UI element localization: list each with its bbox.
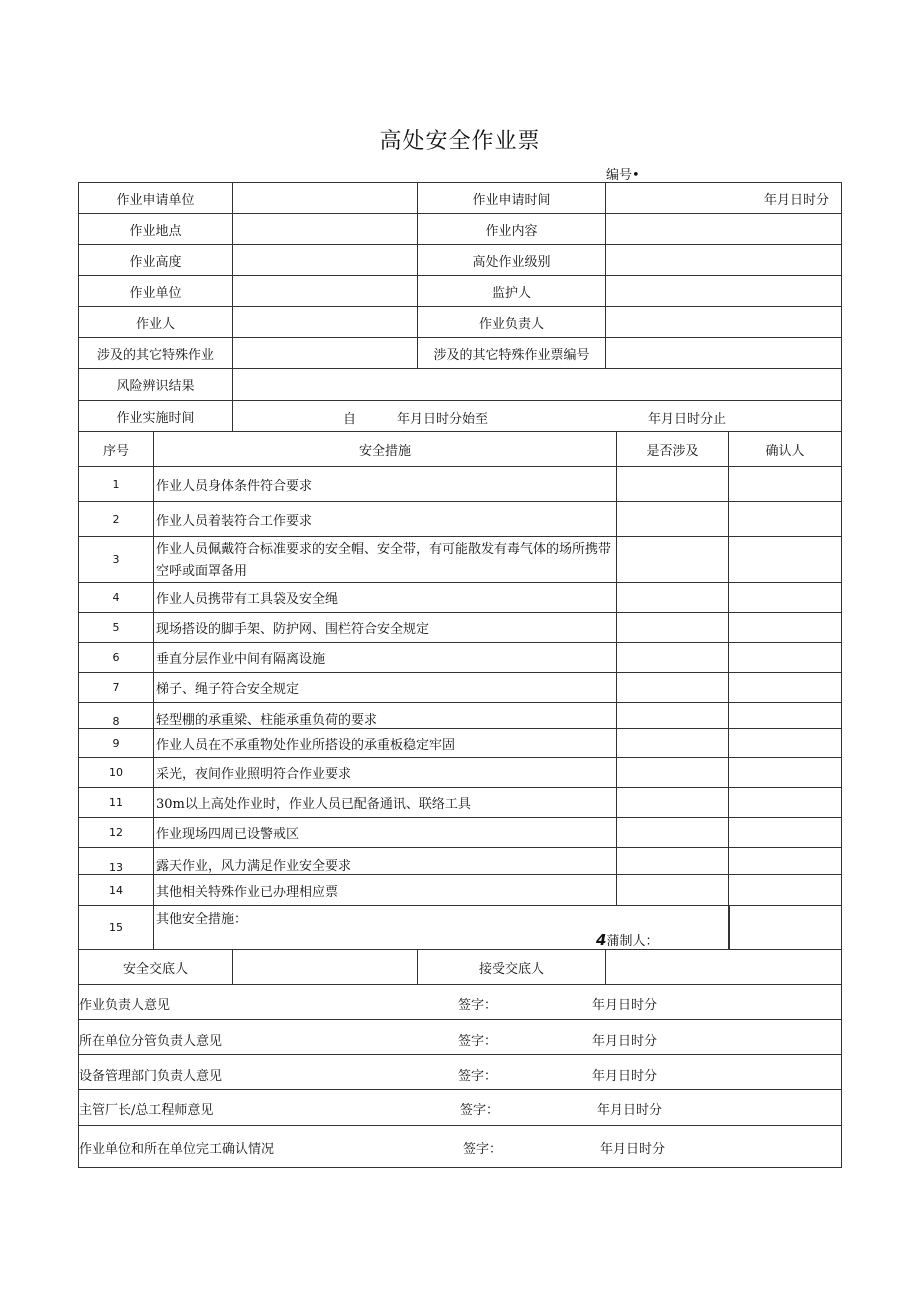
field-application-time[interactable]: 年月日时分 <box>605 182 842 214</box>
label-work-unit: 作业单位 <box>78 275 233 307</box>
field-work-location[interactable] <box>232 213 418 245</box>
opinion-sign-label: 签字： <box>463 1142 503 1157</box>
measure-confirmer-cell[interactable] <box>728 874 842 906</box>
time-start-text: 年月日时分始至 <box>397 412 489 427</box>
measure-confirmer-cell[interactable] <box>728 612 842 643</box>
document-number-label: 编号• <box>606 168 640 183</box>
measure-text: 作业人员着装符合工作要求 <box>153 501 617 537</box>
label-work-leader: 作业负责人 <box>417 306 606 338</box>
label-work-content: 作业内容 <box>417 213 606 245</box>
measure-text: 其他安全措施： <box>156 912 248 927</box>
label-risk-identification: 风险辨识结果 <box>78 368 233 401</box>
field-work-unit[interactable] <box>232 275 418 307</box>
measure-involved-cell[interactable] <box>616 787 729 818</box>
field-worker[interactable] <box>232 306 418 338</box>
measure-involved-cell[interactable] <box>616 536 729 583</box>
measure-involved-cell[interactable] <box>616 817 729 848</box>
measure-confirmer-cell[interactable] <box>728 702 842 729</box>
opinion-sign-label: 签字： <box>458 998 498 1013</box>
opinion-date: 年月日时分 <box>592 998 658 1013</box>
measure-text: 垂直分层作业中间有隔离设施 <box>153 642 617 673</box>
measure-text: 采光，夜间作业照明符合作业要求 <box>153 757 617 788</box>
measure-involved-cell[interactable] <box>616 466 729 502</box>
field-work-leader[interactable] <box>605 306 842 338</box>
measure-number: 9 <box>78 728 154 758</box>
opinion-label: 设备管理部门负责人意见 <box>79 1069 223 1084</box>
measure-confirmer-cell[interactable] <box>728 905 842 950</box>
measure-confirmer-cell[interactable] <box>728 672 842 703</box>
measure-confirmer-cell[interactable] <box>728 536 842 583</box>
opinion-sign-label: 签字： <box>458 1034 498 1049</box>
opinion-date: 年月日时分 <box>597 1103 663 1118</box>
work-permit-form <box>78 182 842 1168</box>
field-height-level[interactable] <box>605 244 842 276</box>
measure-confirmer-cell[interactable] <box>728 728 842 758</box>
measure-number: 10 <box>78 757 154 788</box>
measure-involved-cell[interactable] <box>616 847 729 875</box>
col-header-number: 序号 <box>78 431 154 467</box>
opinion-date: 年月日时分 <box>600 1142 666 1157</box>
measure-confirmer-cell[interactable] <box>728 501 842 537</box>
measure-involved-cell[interactable] <box>616 642 729 673</box>
measure-involved-cell[interactable] <box>616 702 729 729</box>
measure-text: 作业人员在不承重物处作业所搭设的承重板稳定牢固 <box>153 728 617 758</box>
measure-number: 12 <box>78 817 154 848</box>
label-height-level: 高处作业级别 <box>417 244 606 276</box>
time-from-label: 自 <box>343 412 357 427</box>
label-work-height: 作业高度 <box>78 244 233 276</box>
measure-number: 5 <box>78 612 154 643</box>
measure-confirmer-cell[interactable] <box>728 757 842 788</box>
opinion-sign-label: 签字： <box>458 1069 498 1084</box>
col-header-measure: 安全措施 <box>153 431 617 467</box>
measure-number: 4 <box>78 582 154 613</box>
measure-involved-cell[interactable] <box>616 501 729 537</box>
measure-confirmer-cell[interactable] <box>728 466 842 502</box>
field-briefing-receiver[interactable] <box>605 949 842 985</box>
measure-number: 11 <box>78 787 154 818</box>
measure-involved-cell[interactable] <box>616 728 729 758</box>
measure-number: 1 <box>78 466 154 502</box>
measure-number: 6 <box>78 642 154 673</box>
field-applicant-unit[interactable] <box>232 182 418 214</box>
measure-confirmer-cell[interactable] <box>728 582 842 613</box>
measure-involved-cell[interactable] <box>616 672 729 703</box>
field-other-special-work[interactable] <box>232 337 418 369</box>
label-worker: 作业人 <box>78 306 233 338</box>
label-applicant-unit: 作业申请单位 <box>78 182 233 214</box>
label-application-time: 作业申请时间 <box>417 182 606 214</box>
opinion-sign-label: 签字： <box>460 1103 500 1118</box>
opinion-date: 年月日时分 <box>592 1069 658 1084</box>
label-implementation-time: 作业实施时间 <box>78 400 233 432</box>
measure-number: 14 <box>78 874 154 906</box>
measure-text: 作业现场四周已设警戒区 <box>153 817 617 848</box>
measure-number: 8 <box>78 702 154 729</box>
measure-text: 作业人员身体条件符合要求 <box>153 466 617 502</box>
field-safety-briefer[interactable] <box>232 949 418 985</box>
measure-involved-cell[interactable] <box>616 582 729 613</box>
opinion-label: 作业负责人意见 <box>79 998 171 1013</box>
measure-number: 7 <box>78 672 154 703</box>
opinion-date: 年月日时分 <box>592 1034 658 1049</box>
measure-text: 轻型棚的承重梁、柱能承重负荷的要求 <box>153 702 617 729</box>
label-guardian: 监护人 <box>417 275 606 307</box>
compiler-mark: 4 <box>596 931 607 949</box>
field-implementation-time[interactable] <box>232 400 842 432</box>
label-other-special-work: 涉及的其它特殊作业 <box>78 337 233 369</box>
measure-number: 13 <box>78 847 154 875</box>
label-safety-briefer: 安全交底人 <box>78 949 233 985</box>
measure-text: 作业人员佩戴符合标准要求的安全帽、安全带，有可能散发有毒气体的场所携带空呼或面罩备用 <box>153 536 617 583</box>
measure-involved-cell[interactable] <box>616 612 729 643</box>
measure-number: 15 <box>78 905 154 950</box>
measure-text: 其他相关特殊作业已办理相应票 <box>153 874 617 906</box>
opinion-label: 作业单位和所在单位完工确认情况 <box>79 1142 275 1157</box>
measure-confirmer-cell[interactable] <box>728 642 842 673</box>
opinion-label: 主管厂长/总工程师意见 <box>79 1103 214 1118</box>
label-other-permit-number: 涉及的其它特殊作业票编号 <box>417 337 606 369</box>
time-end-text: 年月日时分止 <box>648 412 727 427</box>
label-work-location: 作业地点 <box>78 213 233 245</box>
field-guardian[interactable] <box>605 275 842 307</box>
field-work-height[interactable] <box>232 244 418 276</box>
col-header-involved: 是否涉及 <box>616 431 729 467</box>
page-title: 高处安全作业票 <box>379 129 541 154</box>
measure-number: 2 <box>78 501 154 537</box>
measure-text: 作业人员携带有工具袋及安全绳 <box>153 582 617 613</box>
field-work-content[interactable] <box>605 213 842 245</box>
field-risk-identification[interactable] <box>232 368 842 401</box>
measure-confirmer-cell[interactable] <box>728 787 842 818</box>
opinion-label: 所在单位分管负责人意见 <box>79 1034 223 1049</box>
col-header-confirmer: 确认人 <box>728 431 842 467</box>
measure-number: 3 <box>78 536 154 583</box>
measure-confirmer-cell[interactable] <box>728 847 842 875</box>
compiler-label: 蒲制人： <box>606 934 659 949</box>
measure-involved-cell[interactable] <box>616 757 729 788</box>
measure-confirmer-cell[interactable] <box>728 817 842 848</box>
measure-text: 梯子、绳子符合安全规定 <box>153 672 617 703</box>
measure-involved-cell[interactable] <box>616 874 729 906</box>
label-briefing-receiver: 接受交底人 <box>417 949 606 985</box>
measure-text: 30m以上高处作业时，作业人员已配备通讯、联络工具 <box>153 787 617 818</box>
field-other-permit-number[interactable] <box>605 337 842 369</box>
measure-text: 现场搭设的脚手架、防护网、围栏符合安全规定 <box>153 612 617 643</box>
measure-text: 露天作业，风力满足作业安全要求 <box>153 847 617 875</box>
